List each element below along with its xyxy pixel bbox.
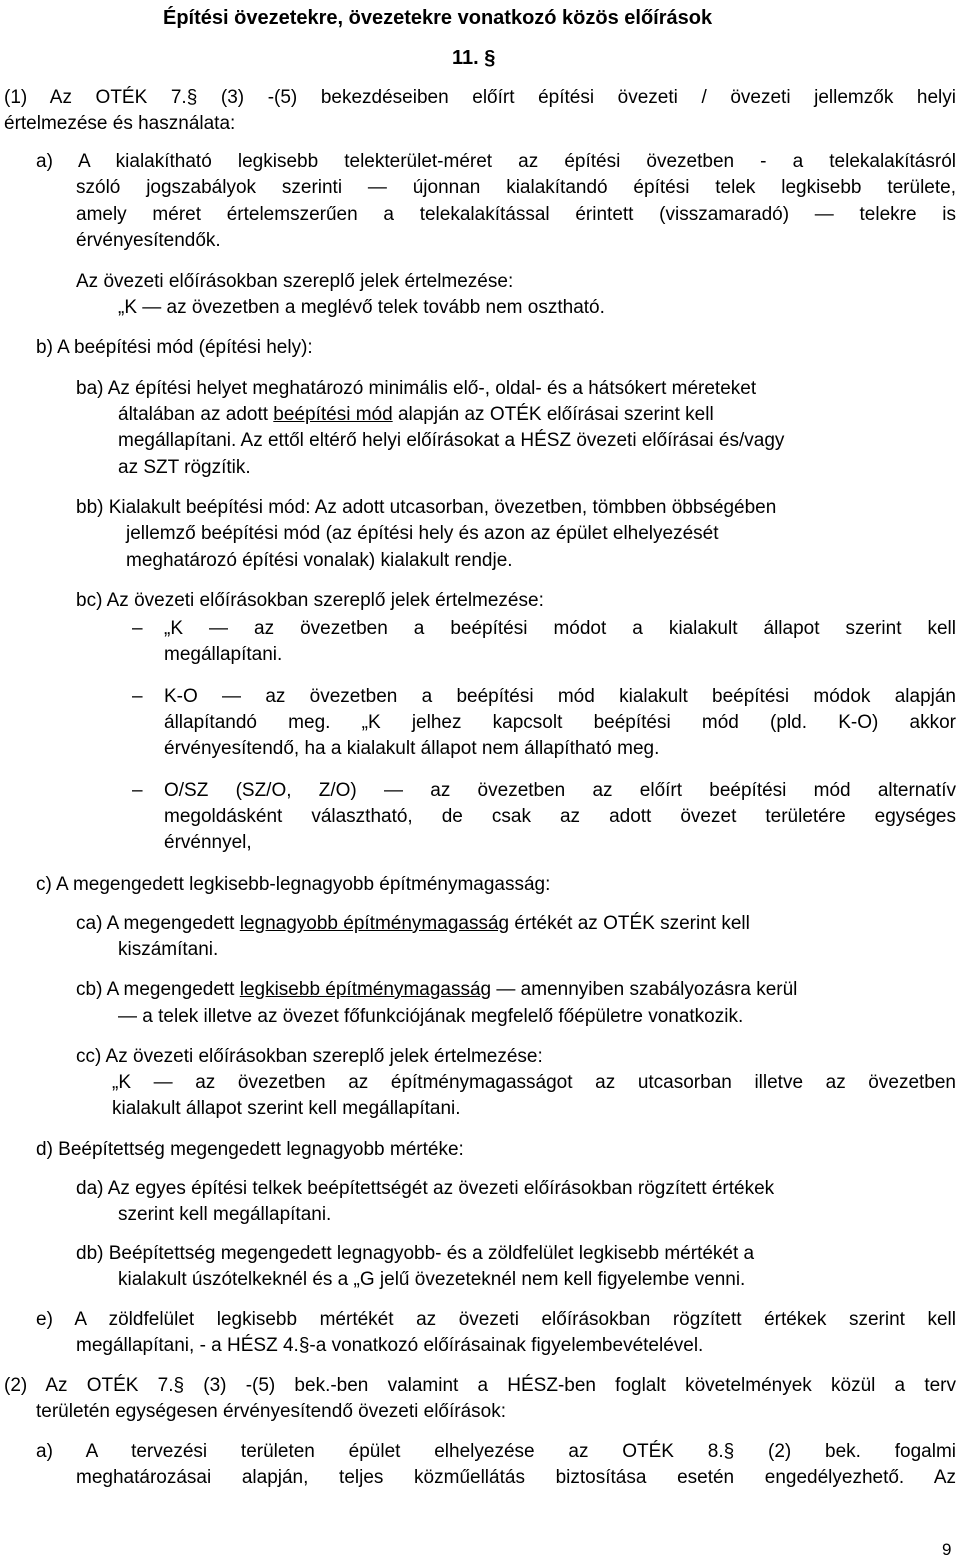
item-b-title: b) A beépítési mód (építési hely): <box>36 337 313 358</box>
item-a-line: érvényesítendők. <box>76 230 221 251</box>
item-bc-k-line: megállapítani. <box>164 644 283 665</box>
item-cb-line <box>76 978 797 1002</box>
item-bc-ko-line: állapítandó meg. „K jelhez kapcsolt beépítési mód (pld. K-O) akkor <box>164 712 956 733</box>
item-db-line: db) Beépítettség megengedett legnagyobb- és a zöldfelület legkisebb mértékét a <box>76 1243 755 1264</box>
item-e-line: megállapítani, - a HÉSZ 4.§-a vonatkozó előírásainak figyelembevételével. <box>76 1335 704 1356</box>
paragraph-2-item-a-line: a) A tervezési területen épület elhelyezése az OTÉK 8.§ (2) bek. fogalmi <box>36 1441 956 1462</box>
item-cc-line: „K ― az övezetben az építménymagasságot az utcasorban illetve az övezetben <box>112 1072 956 1093</box>
term-legkisebb-epitmenymagassag: legkisebb építménymagasság <box>239 979 492 1000</box>
item-bc-ko-line: K-O ― az övezetben a beépítési mód kialakult beépítési módok alapján <box>164 686 956 707</box>
item-ca-text: ca) A megengedett <box>76 913 235 934</box>
term-beepitesi-mod: beépítési mód <box>273 404 393 425</box>
paragraph-2-line: területén egységesen érvényesítendő övezeti előírások: <box>36 1401 507 1422</box>
item-ba-line: ba) Az építési helyet meghatározó minimális elő-, oldal- és a hátsókert méreteket <box>76 378 757 399</box>
item-bc-k-line: „K ― az övezetben a beépítési módot a kialakult állapot szerint kell <box>164 618 956 639</box>
term-legnagyobb-epitmenymagassag: legnagyobb építménymagasság <box>239 913 510 934</box>
item-ca-text: értékét az OTÉK szerint kell <box>514 913 750 934</box>
item-a-line: szóló jogszabályok szerinti ― újonnan kialakítandó építési telek legkisebb területe, <box>76 177 956 198</box>
item-ca-line <box>76 912 750 936</box>
item-cb-text: cb) A megengedett <box>76 979 235 1000</box>
item-ba-line: megállapítani. Az ettől eltérő helyi előírásokat a HÉSZ övezeti előírásai és/vagy <box>118 430 785 451</box>
item-db-line: kialakult úszótelkeknél és a „G jelű övezeteknél nem kell figyelembe venni. <box>118 1269 746 1290</box>
item-c-title: c) A megengedett legkisebb-legnagyobb építménymagasság: <box>36 874 551 895</box>
item-bc-osz-line: O/SZ (SZ/O, Z/O) ― az övezetben az előírt beépítési mód alternatív <box>164 780 956 801</box>
item-cb-text: ― amennyiben szabályozásra kerül <box>496 979 798 1000</box>
item-a-legend-k: „K ― az övezetben a meglévő telek tovább nem osztható. <box>118 297 605 318</box>
section-number: 11. § <box>452 47 496 69</box>
page-number: 9 <box>942 1540 952 1559</box>
paragraph-1-line: értelmezése és használata: <box>4 113 236 134</box>
item-a-line: amely méret értelemszerűen a telekalakítással érintett (visszamaradó) ― telekre is <box>76 204 956 225</box>
item-d-title: d) Beépítettség megengedett legnagyobb mértéke: <box>36 1139 464 1160</box>
item-da-line: szerint kell megállapítani. <box>118 1204 332 1225</box>
item-bc-osz-line: megoldásként választható, de csak az adott övezet területére egységes <box>164 806 956 827</box>
item-bb-line: bb) Kialakult beépítési mód: Az adott utcasorban, övezetben, tömbben öbbségében <box>76 497 777 518</box>
dash-bullet: – <box>132 618 143 639</box>
paragraph-2-item-a-line: meghatározásai alapján, teljes közműellátás biztosítása esetén engedélyezhető. Az <box>76 1467 956 1488</box>
item-cc-title: cc) Az övezeti előírásokban szereplő jelek értelmezése: <box>76 1046 543 1067</box>
item-bb-line: jellemző beépítési mód (az építési hely és azon az épület elhelyezését <box>126 523 719 544</box>
item-a-line: a) A kialakítható legkisebb telekterület-méret az építési övezetben - a telekalakításról <box>36 151 956 172</box>
item-ba-line: az SZT rögzítik. <box>118 457 251 478</box>
item-da-line: da) Az egyes építési telkek beépítettségét az övezeti előírásokban rögzített értékek <box>76 1178 775 1199</box>
item-a-legend-title: Az övezeti előírásokban szereplő jelek értelmezése: <box>76 271 514 292</box>
item-cc-line: kialakult állapot szerint kell megállapítani. <box>112 1098 461 1119</box>
item-e-line: e) A zöldfelület legkisebb mértékét az övezeti előírásokban rögzített értékek szerint kell <box>36 1309 956 1330</box>
paragraph-2-line: (2) Az OTÉK 7.§ (3) -(5) bek.-ben valamint a HÉSZ-ben foglalt követelmények közül a terv <box>4 1375 956 1396</box>
item-ca-line: kiszámítani. <box>118 939 219 960</box>
item-bc-ko-line: érvényesítendő, ha a kialakult állapot nem állapítható meg. <box>164 738 660 759</box>
document-title: Építési övezetekre, övezetekre vonatkozó közös előírások <box>163 7 713 29</box>
dash-bullet: – <box>132 686 143 707</box>
item-ba-line <box>118 403 714 427</box>
item-bb-line: meghatározó építési vonalak) kialakult rendje. <box>126 550 513 571</box>
item-ba-text: alapján az OTÉK előírásai szerint kell <box>397 404 714 425</box>
dash-bullet: – <box>132 780 143 801</box>
item-bc-osz-line: érvénnyel, <box>164 832 252 853</box>
item-bc-title: bc) Az övezeti előírásokban szereplő jelek értelmezése: <box>76 590 544 611</box>
paragraph-1-line: (1) Az OTÉK 7.§ (3) -(5) bekezdéseiben előírt építési övezeti / övezeti jellemzők helyi <box>4 87 956 108</box>
item-ba-text: általában az adott <box>118 404 269 425</box>
item-cb-line: ― a telek illetve az övezet főfunkciójának megfelelő főépületre vonatkozik. <box>118 1006 744 1027</box>
